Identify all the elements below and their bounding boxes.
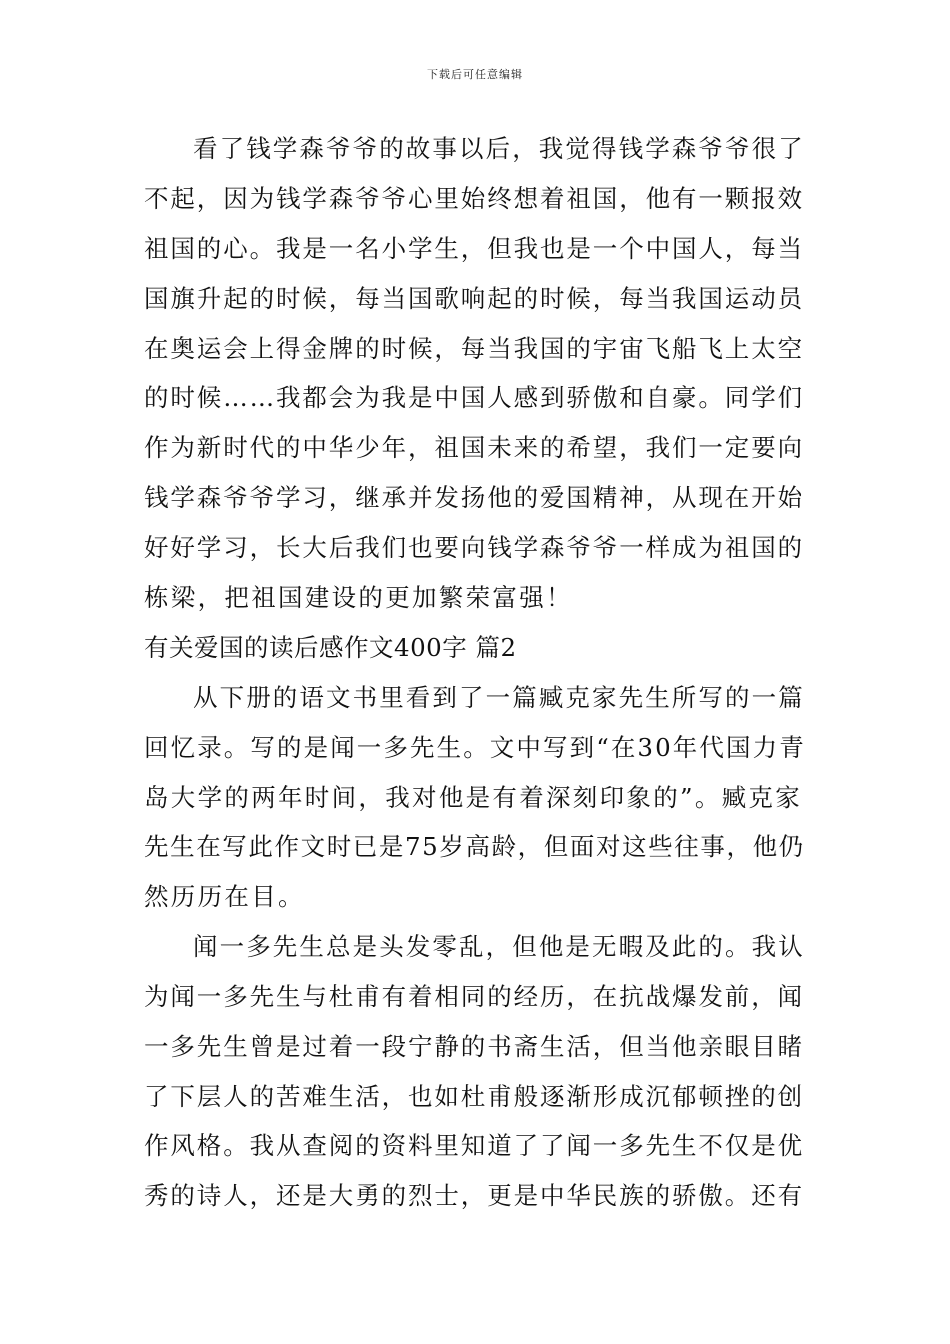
- paragraph-line: 作风格。我从查阅的资料里知道了了闻一多先生不仅是优: [144, 1131, 804, 1160]
- paragraph-line: 祖国的心。我是一名小学生，但我也是一个中国人，每当: [144, 234, 804, 263]
- header-note: 下载后可任意编辑: [427, 68, 523, 81]
- paragraph-line: 不起，因为钱学森爷爷心里始终想着祖国，他有一颗报效: [144, 184, 804, 213]
- paragraph-line: 在奥运会上得金牌的时候，每当我国的宇宙飞船飞上太空: [144, 334, 804, 363]
- paragraph-line: 的时候……我都会为我是中国人感到骄傲和自豪。同学们: [144, 383, 804, 412]
- paragraph-line: 岛大学的两年时间，我对他是有着深刻印象的”。臧克家: [144, 783, 803, 812]
- paragraph-line: 闻一多先生总是头发零乱，但他是无暇及此的。我认: [193, 932, 805, 961]
- paragraph-line: 为闻一多先生与杜甫有着相同的经历，在抗战爆发前，闻: [144, 982, 804, 1011]
- paragraph-line: 栋梁，把祖国建设的更加繁荣富强！: [144, 583, 573, 612]
- section-heading: 有关爱国的读后感作文400字 篇2: [144, 633, 517, 662]
- paragraph-line: 从下册的语文书里看到了一篇臧克家先生所写的一篇: [193, 683, 805, 712]
- paragraph-line: 国旗升起的时候，每当国歌响起的时候，每当我国运动员: [144, 284, 804, 313]
- paragraph-line: 秀的诗人，还是大勇的烈士，更是中华民族的骄傲。还有: [144, 1181, 804, 1210]
- paragraph-line: 好好学习，长大后我们也要向钱学森爷爷一样成为祖国的: [144, 533, 804, 562]
- paragraph-line: 先生在写此作文时已是75岁高龄，但面对这些往事，他仍: [144, 832, 805, 861]
- paragraph-line: 然历历在目。: [144, 882, 305, 911]
- paragraph-line: 了下层人的苦难生活，也如杜甫般逐渐形成沉郁顿挫的创: [144, 1082, 804, 1111]
- paragraph-line: 作为新时代的中华少年，祖国未来的希望，我们一定要向: [144, 433, 804, 462]
- paragraph-line: 钱学森爷爷学习，继承并发扬他的爱国精神，从现在开始: [144, 483, 804, 512]
- paragraph-line: 一多先生曾是过着一段宁静的书斋生活，但当他亲眼目睹: [144, 1032, 804, 1061]
- paragraph-line: 回忆录。写的是闻一多先生。文中写到“在30年代国力青: [144, 733, 806, 762]
- paragraph-line: 看了钱学森爷爷的故事以后，我觉得钱学森爷爷很了: [193, 134, 805, 163]
